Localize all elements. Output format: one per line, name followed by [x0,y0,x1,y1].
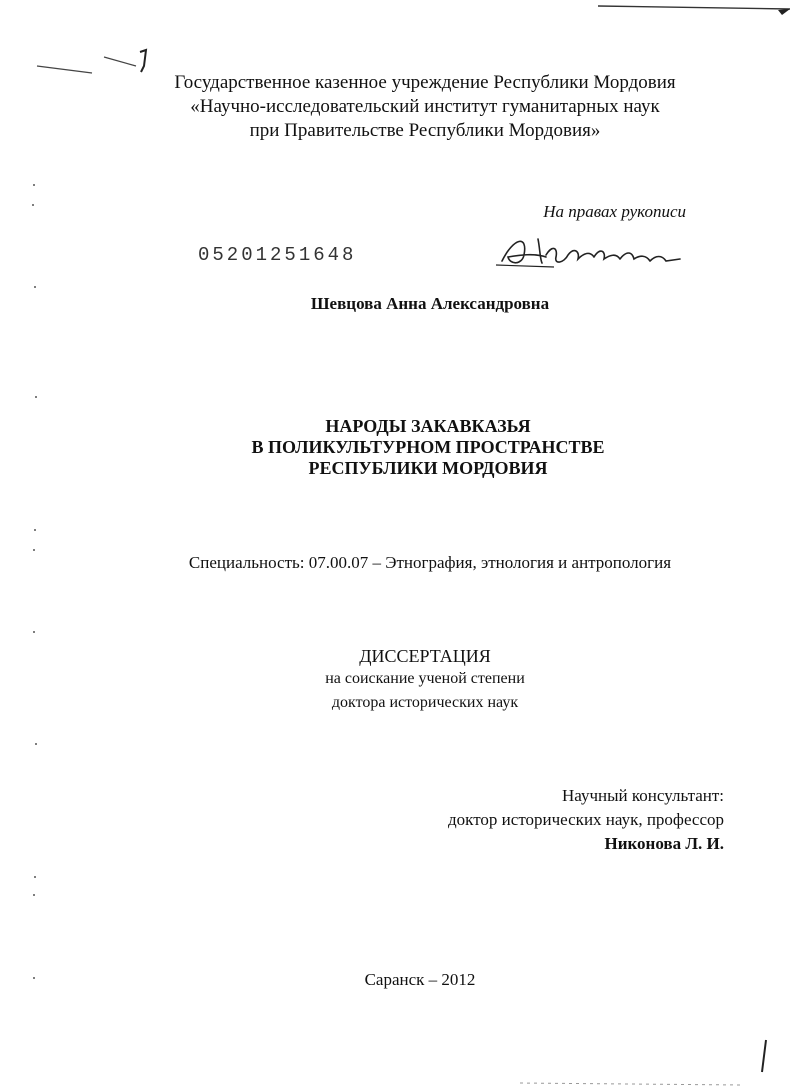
scan-mark-top-left [37,66,92,73]
institution-line-1: Государственное казенное учреждение Республики Мордовия [174,72,676,93]
handwritten-signature [494,225,684,275]
manuscript-note: На правах рукописи [543,202,686,221]
scan-mark-top-right [598,6,790,9]
thesis-title-line-2: В ПОЛИКУЛЬТУРНОМ ПРОСТРАНСТВЕ [251,437,605,457]
degree-line-2: доктора исторических наук [331,694,519,711]
thesis-title [200,416,656,479]
institution-header [170,71,680,143]
scan-arrow-top-right [778,9,790,15]
thesis-title-line-3: РЕСПУБЛИКИ МОРДОВИЯ [308,458,548,478]
institution-line-2: «Научно-исследовательский институт гуманитарных наук [190,96,660,117]
degree-line-1: на соискание ученой степени [325,670,525,687]
specialty-line: Специальность: 07.00.07 – Этнография, этнология и антропология [188,553,672,572]
advisor-credentials: доктор исторических наук, профессор [448,810,724,829]
degree-block [220,645,630,715]
author-name: Шевцова Анна Александровна [310,294,550,313]
scan-mark-top-left-2 [104,57,136,66]
degree-title: ДИССЕРТАЦИЯ [359,646,491,666]
thesis-title-line-1: НАРОДЫ ЗАКАВКАЗЬЯ [325,416,531,436]
city-year: Саранск – 2012 [364,970,476,989]
scan-mark-bottom-right [762,1040,766,1072]
advisor-block [380,784,724,856]
advisor-name: Никонова Л. И. [604,834,724,853]
scan-mark-bottom-edge [520,1083,740,1085]
advisor-label: Научный консультант: [562,786,724,805]
institution-line-3: при Правительстве Республики Мордовия» [249,120,601,141]
scan-mark-hook [140,50,146,72]
registration-number: 05201251648 [198,244,357,266]
